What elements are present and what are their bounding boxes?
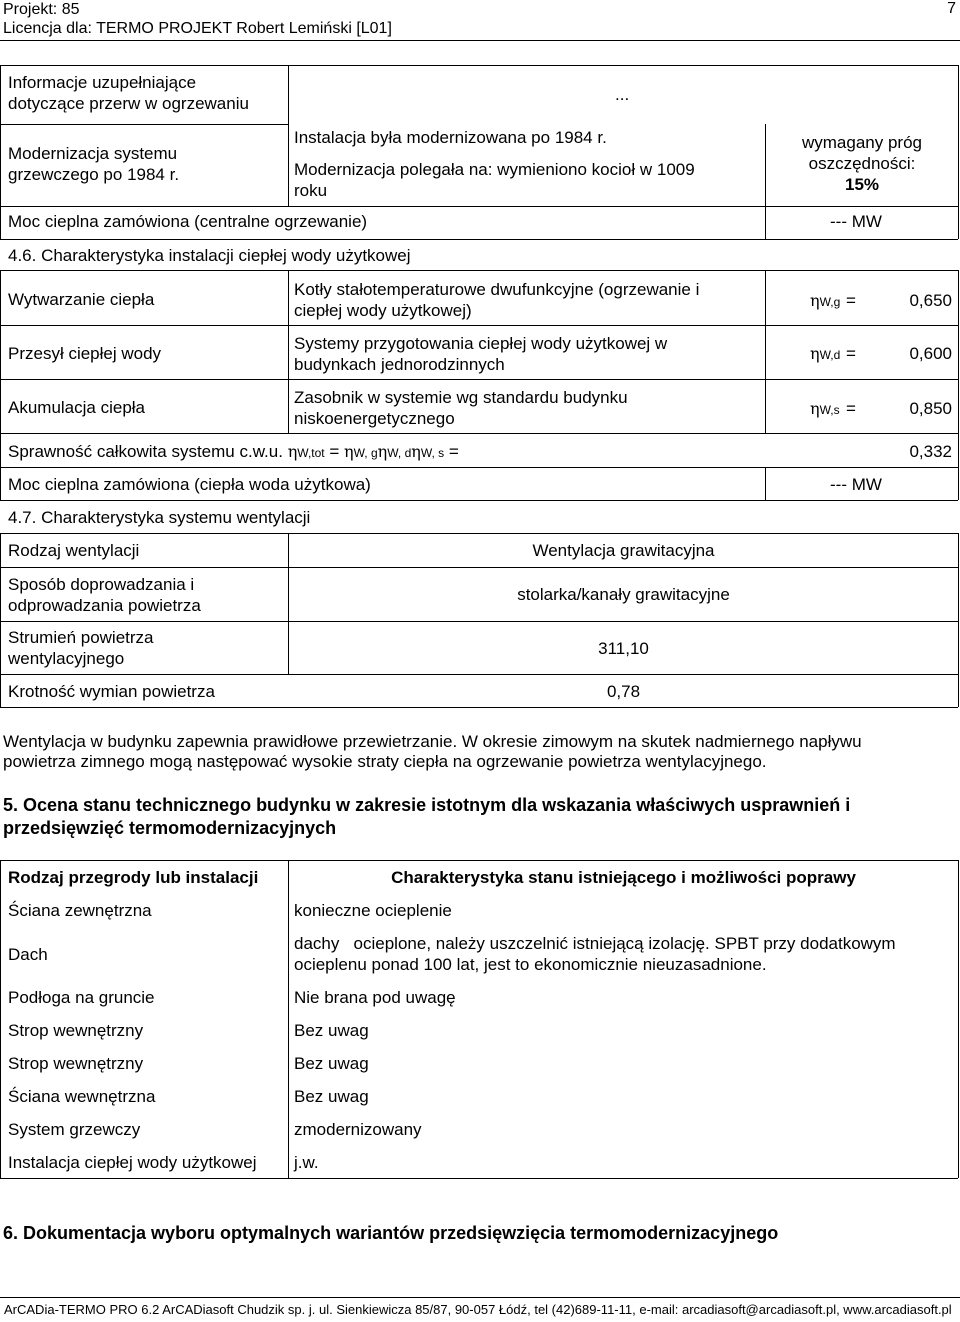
dhw-storage-label: Akumulacja ciepła [8,398,146,417]
license-info: Licencja dla: TERMO PROJEKT Robert Lemiński [L01] [3,20,392,37]
assessment-row-name: System grzewczy [8,1120,141,1139]
eta-ws: ηW,s [810,399,840,418]
assessment-row-desc: Nie brana pod uwagę [294,988,456,1007]
airflow-value: 311,10 [598,639,649,658]
modernization-text-3: roku [294,181,328,200]
assessment-row-desc: j.w. [294,1153,319,1172]
assessment-row-desc-2: ocieplenu ponad 100 lat, jest to ekonomicznie nieuzasadnione. [294,955,767,974]
eta-wg-value: 0,650 [909,291,952,310]
ventilation-note-line-1: Wentylacja w budynku zapewnia prawidłowe przewietrzanie. W okresie zimowym na skutek nadmiernego napływu [3,732,862,751]
page-number: 7 [947,0,956,17]
dhw-power-label: Moc cieplna zamówiona (ciepła woda użytkowa) [8,475,371,494]
modernization-text-1: Instalacja była modernizowana po 1984 r. [294,128,607,147]
interruptions-value: ... [615,85,630,104]
assessment-row-name: Ściana wewnętrzna [8,1087,156,1106]
section-6-title: 6. Dokumentacja wyboru optymalnych wariantów przedsięwzięcia termomodernizacyjnego [3,1223,779,1243]
dhw-generation-desc: Kotły stałotemperaturowe dwufunkcyjne (ogrzewanie i [294,280,700,299]
section-5-title-2: przedsięwzięć termomodernizacyjnych [3,818,337,838]
dhw-distribution-desc-2: budynkach jednorodzinnych [294,355,505,374]
eta-ws-eq: = [846,399,856,418]
air-supply-value: stolarka/kanały grawitacyjne [517,585,730,604]
ventilation-note-line-2: powietrza zimnego mogą następować wysokie straty ciepła na ogrzewanie powietrza wentylacyjnego. [3,752,767,771]
assessment-row-name: Strop wewnętrzny [8,1054,144,1073]
dhw-power-value: --- MW [830,475,882,494]
air-exchange-value: 0,78 [606,682,641,701]
section-5-title: 5. Ocena stanu technicznego budynku w zakresie istotnym dla wskazania właściwych usprawnień i [3,795,851,815]
header-divider [0,40,960,41]
assessment-row-desc: zmodernizowany [294,1120,422,1139]
assessment-row-desc: Bez uwag [294,1054,369,1073]
interruptions-label: Informacje uzupełniające [8,73,197,92]
dhw-distribution-desc: Systemy przygotowania ciepłej wody użytkowej w [294,334,668,353]
assessment-row-name: Podłoga na gruncie [8,988,155,1007]
assessment-row-name: Strop wewnętrzny [8,1021,144,1040]
eta-ws-value: 0,850 [909,399,952,418]
dhw-storage-desc: Zasobnik w systemie wg standardu budynku [294,388,628,407]
savings-threshold-label-2: oszczędności: [808,154,916,173]
assessment-row-desc: dachy ocieplone, należy uszczelnić istniejącą izolację. SPBT przy dodatkowym [294,934,896,953]
ventilation-type-label: Rodzaj wentylacji [8,541,140,560]
eta-wg-eq: = [846,291,856,310]
dhw-total-efficiency: Sprawność całkowita systemu c.w.u. ηW,tot = ηW, gηW, dηW, s = [8,442,459,461]
eta-wd-eq: = [846,344,856,363]
eta-wd-value: 0,600 [909,344,952,363]
heating-power-label: Moc cieplna zamówiona (centralne ogrzewanie) [8,212,368,231]
modernization-text-2: Modernizacja polegała na: wymieniono kocioł w 1009 [294,160,695,179]
airflow-label: Strumień powietrza [8,628,154,647]
air-exchange-label: Krotność wymian powietrza [8,682,215,701]
assessment-row-name: Ściana zewnętrzna [8,901,152,920]
eta-wg: ηW,g [810,291,841,310]
ventilation-type-value: Wentylacja grawitacyjna [532,541,715,560]
assessment-col-partition: Rodzaj przegrody lub instalacji [8,868,259,887]
interruptions-label-2: dotyczące przerw w ogrzewaniu [8,94,249,113]
dhw-total-efficiency-value: 0,332 [909,442,952,461]
section-4-6-title: 4.6. Charakterystyka instalacji ciepłej wody użytkowej [8,246,411,265]
section-4-7-title: 4.7. Charakterystyka systemu wentylacji [8,508,311,527]
air-supply-label: Sposób doprowadzania i [8,575,195,594]
modernization-label-2: grzewczego po 1984 r. [8,165,180,184]
airflow-label-2: wentylacyjnego [8,649,125,668]
page-footer [0,1297,960,1322]
dhw-generation-desc-2: ciepłej wody użytkowej) [294,301,472,320]
assessment-row-desc: Bez uwag [294,1021,369,1040]
eta-wd: ηW,d [810,344,841,363]
assessment-row-desc: konieczne ocieplenie [294,901,452,920]
assessment-row-name: Instalacja ciepłej wody użytkowej [8,1153,257,1172]
dhw-distribution-label: Przesył ciepłej wody [8,344,162,363]
air-supply-label-2: odprowadzania powietrza [8,596,201,615]
modernization-label: Modernizacja systemu [8,144,178,163]
heating-power-value: --- MW [830,212,882,231]
footer-text: ArCADia-TERMO PRO 6.2 ArCADiasoft Chudzik sp. j. ul. Sienkiewicza 85/87, 90-057 Łódź, tel (42)689-11-11, e-mail: arcadiasoft@arcadiasoft.pl, www.arcadiasoft.pl [4,1302,952,1317]
project-number: Projekt: 85 [3,1,80,18]
savings-threshold-label: wymagany próg [801,133,922,152]
savings-threshold-value: 15% [844,175,880,194]
assessment-row-desc: Bez uwag [294,1087,369,1106]
assessment-col-characteristics: Charakterystyka stanu istniejącego i możliwości poprawy [391,868,856,887]
dhw-generation-label: Wytwarzanie ciepła [8,290,155,309]
dhw-storage-desc-2: niskoenergetycznego [294,409,455,428]
assessment-row-name: Dach [8,945,48,964]
